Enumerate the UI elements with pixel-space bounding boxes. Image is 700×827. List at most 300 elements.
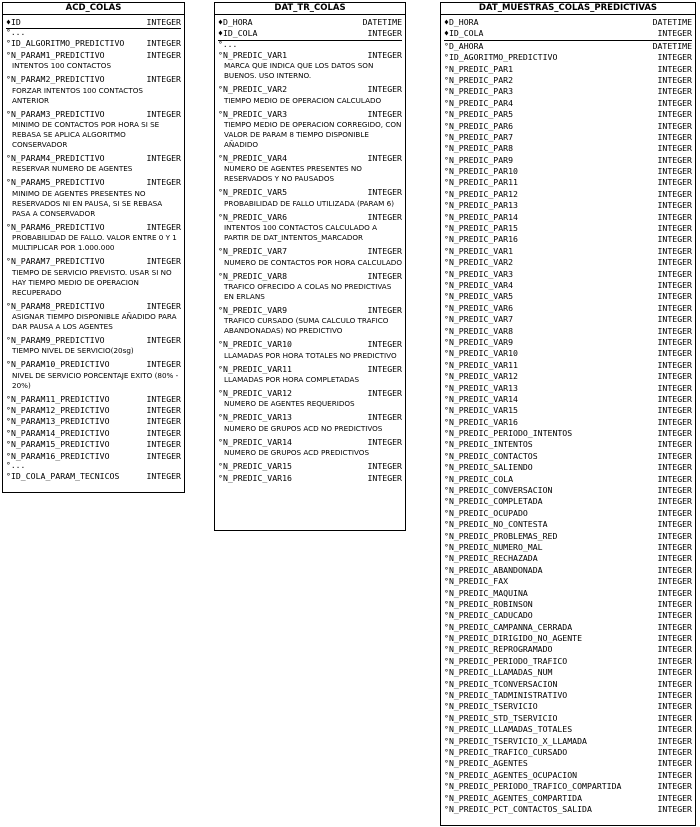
- attribute-description: MARCA QUE INDICA QUE LOS DATOS SON BUENOS. USO INTERNO.: [224, 61, 374, 81]
- attribute-row: [6, 335, 181, 346]
- attribute-row: [444, 667, 692, 678]
- entity-attributes: [215, 15, 405, 484]
- attribute-type: INTEGER: [657, 382, 692, 393]
- attribute-row: [444, 736, 692, 747]
- attribute-name: [218, 153, 287, 164]
- attribute-type: INTEGER: [367, 211, 402, 222]
- attribute-marker-icon: °: [444, 690, 449, 701]
- attribute-row: [444, 121, 692, 132]
- attribute-row: [218, 153, 402, 164]
- attribute-row: [444, 644, 692, 655]
- attribute-type: INTEGER: [657, 781, 692, 792]
- attribute-name-text: N_PARAM5_PREDICTIVO: [10, 177, 105, 188]
- attribute-row: [218, 461, 402, 472]
- attribute-name-text: N_PREDIC_VAR5: [222, 187, 288, 198]
- attribute-type: INTEGER: [657, 211, 692, 222]
- attribute-name: [218, 17, 253, 28]
- attribute-type: INTEGER: [657, 257, 692, 268]
- attribute-marker-icon: °: [444, 279, 449, 290]
- attribute-description: TIEMPO MEDIO DE OPERACION CALCULADO: [224, 95, 382, 105]
- attribute-name-text: N_PREDIC_PAR8: [448, 143, 514, 154]
- attribute-row: [6, 38, 181, 49]
- attribute-row: [444, 417, 692, 428]
- attribute-type: INTEGER: [657, 507, 692, 518]
- attribute-name-text: N_PREDIC_NO_CONTESTA: [448, 519, 548, 530]
- attribute-type: INTEGER: [657, 564, 692, 575]
- attribute-row: [444, 371, 692, 382]
- attribute-name-text: N_PREDIC_FAX: [448, 576, 509, 587]
- entity-attributes: [441, 15, 695, 815]
- attribute-row: [218, 388, 402, 399]
- entity-dat-muestras-colas-predictivas: [440, 2, 696, 826]
- attribute-marker-icon: °: [444, 268, 449, 279]
- attribute-row: [444, 770, 692, 781]
- attribute-marker-icon: °: [6, 393, 11, 404]
- attribute-name: [444, 223, 518, 234]
- attribute-type: INTEGER: [657, 473, 692, 484]
- attribute-name: [218, 109, 287, 120]
- attribute-marker-icon: °: [444, 633, 449, 644]
- attribute-type: INTEGER: [657, 576, 692, 587]
- attribute-name: [444, 679, 557, 690]
- attribute-row: [444, 291, 692, 302]
- attribute-name-text: D_AHORA: [448, 40, 484, 51]
- attribute-name-text: N_PREDIC_PERIODO_TRAFICO_COMPARTIDA: [448, 781, 622, 792]
- attribute-type: INTEGER: [657, 166, 692, 177]
- attribute-name-text: N_PREDIC_VAR8: [222, 270, 288, 281]
- attribute-row: [444, 257, 692, 268]
- attribute-type: INTEGER: [657, 530, 692, 541]
- attribute-name: [444, 553, 538, 564]
- attribute-name-text: N_PARAM9_PREDICTIVO: [10, 334, 105, 345]
- attribute-name: [218, 364, 292, 375]
- attribute-type: INTEGER: [146, 74, 181, 85]
- attribute-name: [444, 246, 513, 257]
- attribute-name-text: N_PREDIC_MAQUINA: [448, 587, 528, 598]
- attribute-row: [444, 132, 692, 143]
- attribute-name: [6, 153, 105, 164]
- attribute-name: [444, 588, 528, 599]
- entity-dat-tr-colas: [214, 2, 406, 531]
- attribute-type: INTEGER: [657, 621, 692, 632]
- attribute-marker-icon: °: [6, 416, 11, 427]
- attribute-description: NUMERO DE GRUPOS ACD PREDICTIVOS: [224, 448, 370, 458]
- attribute-type: INTEGER: [657, 223, 692, 234]
- attribute-type: INTEGER: [657, 678, 692, 689]
- attribute-name: [6, 451, 110, 462]
- primary-key-row: [218, 28, 402, 40]
- attribute-type: INTEGER: [657, 131, 692, 142]
- attribute-name-text: N_PREDIC_AGENTES_OCUPACION: [448, 769, 578, 780]
- attribute-name: [444, 793, 582, 804]
- attribute-name: [6, 471, 119, 482]
- attribute-name-text: N_PREDIC_VAR6: [448, 302, 514, 313]
- attribute-name-text: N_PREDIC_PAR9: [448, 154, 514, 165]
- attribute-row: [6, 451, 181, 462]
- entity-title: ACD_COLAS: [3, 3, 184, 15]
- attribute-type: INTEGER: [657, 405, 692, 416]
- attribute-name-text: N_PREDIC_VAR15: [222, 461, 292, 472]
- attribute-type: INTEGER: [657, 154, 692, 165]
- attribute-row: [444, 451, 692, 462]
- attribute-type: INTEGER: [657, 724, 692, 735]
- attribute-description: ASIGNAR TIEMPO DISPONIBLE AÑADIDO PARA DAR PAUSA A LOS AGENTES: [12, 311, 177, 331]
- attribute-name-text: N_PREDIC_VAR13: [448, 382, 518, 393]
- attribute-type: INTEGER: [146, 359, 181, 370]
- attribute-row: [6, 416, 181, 427]
- attribute-type: INTEGER: [657, 644, 692, 655]
- attribute-name: [444, 485, 552, 496]
- attribute-name: [6, 428, 110, 439]
- key-marker-icon: ♦: [6, 17, 11, 27]
- key-marker-icon: ♦: [218, 28, 223, 39]
- attribute-name: [6, 359, 110, 370]
- attribute-marker-icon: °: [444, 576, 449, 587]
- ellipsis-row: °...: [6, 28, 26, 38]
- attribute-name: [6, 177, 105, 188]
- attribute-type: INTEGER: [367, 472, 402, 483]
- attribute-name-text: N_PREDIC_VAR12: [448, 371, 518, 382]
- attribute-marker-icon: °: [444, 393, 449, 404]
- attribute-row: [6, 359, 181, 370]
- attribute-marker-icon: °: [444, 769, 449, 780]
- attribute-marker-icon: °: [6, 38, 11, 49]
- attribute-row: [6, 471, 181, 482]
- attribute-row: [6, 256, 181, 267]
- attribute-marker-icon: °: [444, 712, 449, 723]
- attribute-name: [6, 17, 21, 28]
- attribute-marker-icon: °: [444, 314, 449, 325]
- attribute-type: DATETIME: [652, 40, 692, 51]
- attribute-marker-icon: °: [444, 747, 449, 757]
- attribute-type: INTEGER: [146, 393, 181, 404]
- attribute-name: [444, 439, 533, 450]
- attribute-type: INTEGER: [146, 38, 181, 49]
- attribute-name-text: N_PREDIC_VAR3: [222, 108, 288, 119]
- attribute-name: [444, 155, 513, 166]
- attribute-name: [6, 416, 110, 427]
- attribute-type: INTEGER: [367, 28, 402, 39]
- attribute-type: INTEGER: [657, 200, 692, 211]
- attribute-name: [218, 84, 287, 95]
- attribute-type: INTEGER: [657, 541, 692, 552]
- attribute-name-text: N_PREDIC_COLA: [448, 473, 514, 484]
- attribute-type: INTEGER: [657, 758, 692, 769]
- attribute-row: [444, 269, 692, 280]
- attribute-name-text: N_PREDIC_ROBINSON: [448, 598, 533, 609]
- attribute-marker-icon: °: [6, 152, 11, 163]
- attribute-name: [444, 804, 592, 815]
- attribute-marker-icon: °: [444, 109, 449, 120]
- attribute-row: [444, 622, 692, 633]
- attribute-type: INTEGER: [657, 610, 692, 621]
- attribute-marker-icon: °: [6, 49, 11, 60]
- attribute-marker-icon: °: [444, 97, 449, 108]
- attribute-row: [218, 305, 402, 316]
- attribute-name-text: N_PREDIC_PERIODO_TRAFICO: [448, 655, 568, 666]
- attribute-marker-icon: °: [218, 461, 223, 472]
- attribute-marker-icon: °: [218, 49, 223, 60]
- attribute-name-text: N_PREDIC_VAR7: [222, 246, 288, 257]
- attribute-row: [6, 222, 181, 233]
- attribute-type: INTEGER: [657, 792, 692, 803]
- attribute-name: [444, 143, 513, 154]
- primary-key-row: [444, 17, 692, 28]
- attribute-name-text: N_PREDIC_CAMPANNA_CERRADA: [448, 621, 573, 632]
- attribute-name: [444, 371, 518, 382]
- attribute-marker-icon: °: [444, 621, 449, 632]
- attribute-row: [6, 394, 181, 405]
- attribute-name: [444, 189, 518, 200]
- attribute-name: [444, 781, 621, 792]
- attribute-name: [444, 326, 513, 337]
- ellipsis-row: °...: [6, 461, 26, 471]
- attribute-description: TIEMPO DE SERVICIO PREVISTO. USAR SI NO HAY TIEMPO MEDIO DE OPERACION RECUPERADO: [12, 267, 172, 297]
- attribute-name: [444, 599, 533, 610]
- attribute-type: INTEGER: [657, 701, 692, 712]
- attribute-row: [444, 98, 692, 109]
- attribute-marker-icon: °: [6, 334, 11, 345]
- attribute-name-text: N_PREDIC_PAR7: [448, 131, 514, 142]
- attribute-name: [6, 405, 110, 416]
- attribute-marker-icon: °: [218, 108, 223, 119]
- attribute-marker-icon: °: [444, 63, 449, 74]
- attribute-type: INTEGER: [657, 52, 692, 63]
- entity-title: DAT_TR_COLAS: [215, 3, 405, 15]
- attribute-name: [444, 291, 513, 302]
- attribute-type: INTEGER: [146, 439, 181, 450]
- attribute-marker-icon: °: [444, 485, 449, 496]
- attribute-name: [6, 394, 110, 405]
- attribute-type: INTEGER: [367, 108, 402, 119]
- entity-attributes: [3, 15, 184, 482]
- attribute-marker-icon: °: [218, 472, 223, 483]
- attribute-marker-icon: °: [444, 496, 449, 507]
- attribute-name: [444, 690, 567, 701]
- attribute-type: INTEGER: [657, 97, 692, 108]
- attribute-name-text: N_PREDIC_PAR2: [448, 74, 514, 85]
- attribute-row: [6, 109, 181, 120]
- attribute-name-text: N_PREDIC_PAR12: [448, 188, 518, 199]
- attribute-marker-icon: °: [444, 120, 449, 131]
- attribute-row: [444, 166, 692, 177]
- attribute-name-text: N_PREDIC_TADMINISTRATIVO: [448, 690, 568, 701]
- attribute-name-text: N_PREDIC_NUMERO_MAL: [448, 541, 543, 552]
- attribute-marker-icon: °: [218, 436, 223, 447]
- attribute-marker-icon: °: [444, 52, 449, 63]
- attribute-name-text: N_PREDIC_TCONVERSACION: [448, 678, 558, 689]
- attribute-marker-icon: °: [444, 598, 449, 609]
- attribute-name-text: N_PREDIC_AGENTES_COMPARTIDA: [448, 792, 583, 803]
- attribute-name: [218, 212, 287, 223]
- attribute-name-text: N_PREDIC_TRAFICO_CURSADO: [448, 747, 568, 757]
- attribute-type: INTEGER: [657, 485, 692, 496]
- attribute-description: NIVEL DE SERVICIO PORCENTAJE EXITO (80% - 20%): [12, 370, 179, 390]
- attribute-marker-icon: °: [444, 234, 449, 245]
- attribute-description: PROBABILIDAD DE FALLO UTILIZADA (PARAM 6): [224, 198, 395, 208]
- attribute-name-text: ID_COLA: [448, 28, 484, 39]
- attribute-name-text: N_PREDIC_VAR12: [222, 388, 292, 399]
- attribute-marker-icon: °: [444, 336, 449, 347]
- attribute-type: INTEGER: [367, 461, 402, 472]
- attribute-description: TIEMPO MEDIO DE OPERACION CORREGIDO, CON VALOR DE PARAM 8 TIEMPO DISPONIBLE AÑADIDO: [224, 119, 402, 149]
- attribute-marker-icon: °: [444, 587, 449, 598]
- attribute-row: [444, 52, 692, 63]
- attribute-marker-icon: °: [444, 564, 449, 575]
- attribute-name: [6, 74, 105, 85]
- attribute-marker-icon: °: [444, 188, 449, 199]
- attribute-name: [444, 52, 557, 63]
- attribute-name-text: N_PARAM7_PREDICTIVO: [10, 256, 105, 267]
- attribute-marker-icon: °: [444, 519, 449, 530]
- attribute-type: INTEGER: [146, 152, 181, 163]
- attribute-name: [444, 531, 557, 542]
- attribute-name-text: N_PARAM10_PREDICTIVO: [10, 359, 110, 370]
- attribute-name: [218, 246, 287, 257]
- attribute-marker-icon: °: [218, 304, 223, 315]
- attribute-name-text: N_PREDIC_VAR8: [448, 325, 514, 336]
- attribute-type: INTEGER: [367, 84, 402, 95]
- attribute-name: [444, 542, 543, 553]
- attribute-name: [444, 337, 513, 348]
- attribute-name-text: N_PREDIC_PAR13: [448, 200, 518, 211]
- attribute-name-text: ID_COLA: [222, 28, 258, 39]
- attribute-name-text: N_PREDIC_VAR15: [448, 405, 518, 416]
- attribute-type: INTEGER: [657, 450, 692, 461]
- attribute-row: [444, 804, 692, 815]
- attribute-name-text: N_PREDIC_LLAMADAS_NUM: [448, 667, 553, 678]
- attribute-row: [444, 576, 692, 587]
- attribute-name-text: N_PREDIC_CONTACTOS: [448, 450, 538, 461]
- attribute-row: [6, 439, 181, 450]
- attribute-type: INTEGER: [657, 245, 692, 256]
- attribute-name: [444, 132, 513, 143]
- attribute-row: [218, 412, 402, 423]
- attribute-name-text: ID_ALGORITMO_PREDICTIVO: [10, 38, 125, 49]
- attribute-name: [444, 724, 572, 735]
- attribute-name: [6, 335, 105, 346]
- attribute-row: [444, 713, 692, 724]
- attribute-name-text: N_PREDIC_VAR6: [222, 211, 288, 222]
- attribute-name-text: N_PREDIC_TSERVICIO: [448, 701, 538, 712]
- attribute-row: [444, 701, 692, 712]
- attribute-name-text: N_PREDIC_PROBLEMAS_RED: [448, 530, 558, 541]
- attribute-marker-icon: °: [444, 439, 449, 450]
- attribute-type: INTEGER: [657, 268, 692, 279]
- attribute-name: [444, 280, 513, 291]
- attribute-description: INTENTOS 100 CONTACTOS: [12, 61, 112, 71]
- attribute-type: INTEGER: [657, 598, 692, 609]
- attribute-name: [444, 269, 513, 280]
- attribute-marker-icon: °: [218, 187, 223, 198]
- attribute-name-text: N_PREDIC_TSERVICIO_X_LLAMADA: [448, 735, 587, 746]
- attribute-name-text: N_PREDIC_STD_TSERVICIO: [448, 712, 558, 723]
- attribute-marker-icon: °: [444, 803, 449, 814]
- attribute-description: TIEMPO NIVEL DE SERVICIO(20sg): [12, 346, 134, 356]
- attribute-name: [444, 508, 528, 519]
- attribute-name: [444, 758, 528, 769]
- attribute-row: [218, 246, 402, 257]
- attribute-row: [444, 565, 692, 576]
- attribute-name-text: ID_COLA_PARAM_TECNICOS: [10, 471, 120, 482]
- attribute-type: INTEGER: [657, 667, 692, 678]
- attribute-marker-icon: °: [444, 507, 449, 518]
- attribute-type: INTEGER: [657, 496, 692, 507]
- attribute-marker-icon: °: [218, 84, 223, 95]
- attribute-name-text: N_PREDIC_INTENTOS: [448, 439, 533, 450]
- attribute-name-text: N_PREDIC_LLAMADAS_TOTALES: [448, 724, 573, 735]
- attribute-name-text: N_PREDIC_VAR1: [222, 49, 288, 60]
- attribute-name-text: N_PREDIC_VAR2: [222, 84, 288, 95]
- attribute-marker-icon: °: [444, 257, 449, 268]
- attribute-type: INTEGER: [146, 334, 181, 345]
- attribute-name-text: N_PREDIC_VAR16: [222, 472, 292, 483]
- attribute-description: LLAMADAS POR HORA TOTALES NO PREDICTIVO: [224, 350, 397, 360]
- attribute-name-text: N_PREDIC_PAR10: [448, 166, 518, 177]
- attribute-name-text: N_PARAM6_PREDICTIVO: [10, 221, 105, 232]
- attribute-name-text: N_PREDIC_SALIENDO: [448, 462, 533, 473]
- attribute-name: [444, 565, 543, 576]
- attribute-row: [218, 339, 402, 350]
- attribute-name: [444, 405, 518, 416]
- attribute-row: [444, 679, 692, 690]
- attribute-type: INTEGER: [657, 393, 692, 404]
- attribute-description: MINIMO DE AGENTES PRESENTES NO RESERVADOS NI EN PAUSA, SI SE REBASA PASA A CONSERVADOR: [12, 188, 163, 218]
- attribute-marker-icon: °: [444, 450, 449, 461]
- attribute-description: TRAFICO OFRECIDO A COLAS NO PREDICTIVAS EN ERLANS: [224, 281, 392, 301]
- attribute-name: [444, 383, 518, 394]
- attribute-type: INTEGER: [657, 633, 692, 644]
- attribute-marker-icon: °: [444, 405, 449, 416]
- attribute-name-text: N_PREDIC_PERIODO_INTENTOS: [448, 428, 573, 439]
- attribute-row: [444, 474, 692, 485]
- attribute-type: INTEGER: [367, 436, 402, 447]
- attribute-row: [444, 610, 692, 621]
- attribute-marker-icon: °: [444, 74, 449, 85]
- attribute-name-text: N_PREDIC_VAR4: [222, 152, 288, 163]
- attribute-type: INTEGER: [657, 28, 692, 39]
- attribute-marker-icon: °: [444, 462, 449, 473]
- attribute-name-text: N_PREDIC_VAR1: [448, 245, 514, 256]
- attribute-marker-icon: °: [218, 388, 223, 399]
- attribute-row: [6, 301, 181, 312]
- attribute-name: [444, 770, 577, 781]
- attribute-type: DATETIME: [652, 17, 692, 27]
- attribute-row: [444, 553, 692, 564]
- attribute-marker-icon: °: [444, 792, 449, 803]
- attribute-row: [444, 303, 692, 314]
- attribute-marker-icon: °: [6, 450, 11, 461]
- attribute-description: NUMERO DE AGENTES PRESENTES NO RESERVADOS Y NO PAUSADOS: [224, 164, 362, 184]
- attribute-description: FORZAR INTENTOS 100 CONTACTOS ANTERIOR: [12, 85, 143, 105]
- attribute-marker-icon: °: [218, 152, 223, 163]
- attribute-marker-icon: °: [444, 701, 449, 712]
- attribute-name: [444, 257, 513, 268]
- attribute-name: [444, 166, 518, 177]
- attribute-name: [444, 633, 582, 644]
- attribute-row: [444, 326, 692, 337]
- attribute-row: [444, 155, 692, 166]
- attribute-row: [444, 348, 692, 359]
- attribute-type: INTEGER: [657, 428, 692, 439]
- attribute-row: [444, 223, 692, 234]
- attribute-row: [6, 153, 181, 164]
- attribute-name: [444, 109, 513, 120]
- attribute-marker-icon: °: [444, 610, 449, 621]
- key-marker-icon: ♦: [444, 28, 449, 39]
- attribute-marker-icon: °: [6, 221, 11, 232]
- attribute-row: [444, 724, 692, 735]
